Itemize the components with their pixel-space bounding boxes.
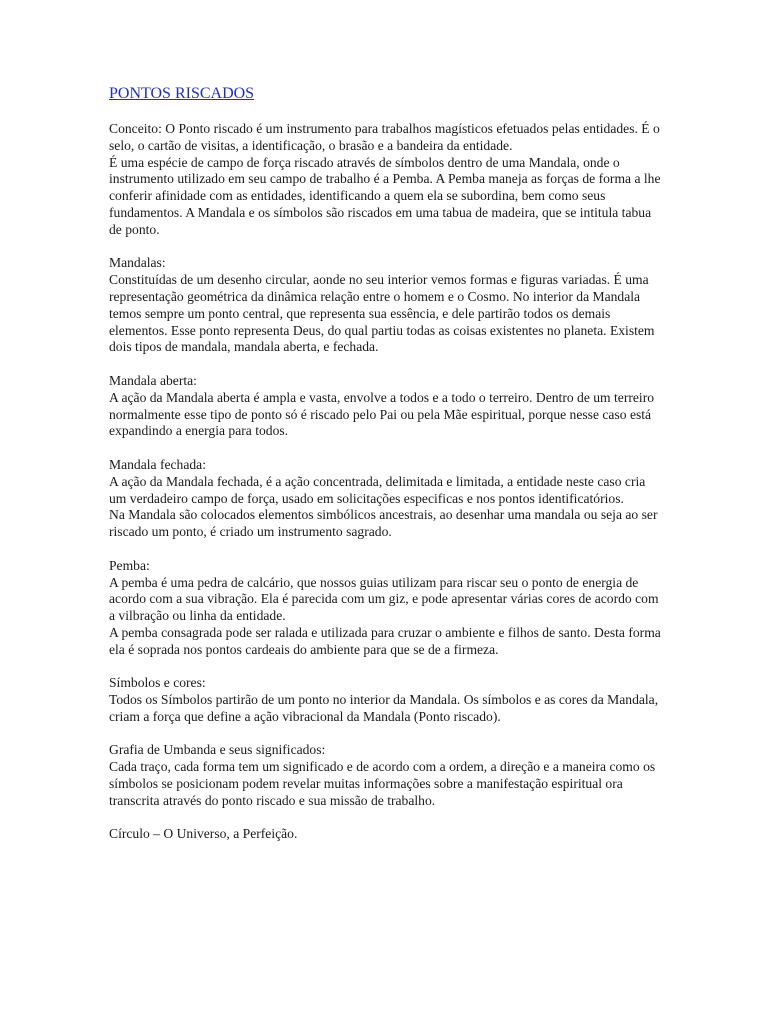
document-section: [109, 675, 665, 725]
section-heading: Grafia de Umbanda e seus significados:: [109, 742, 326, 758]
section-heading: Mandala aberta:: [109, 372, 197, 388]
paragraph: É uma espécie de campo de força riscado através de símbolos dentro de uma Mandala, onde o instrumento utilizado em seu campo de trabalho é a Pemba. A Pemba maneja as forças de forma a lhe conferir afinidade com as entidades, identificando a quem ela se subordina, bem como seus fundamentos. A Mandala e os símbolos são riscados em uma tabua de madeira, que se intitula tabua de ponto.: [109, 154, 661, 237]
document-section: [109, 255, 665, 356]
paragraph: Conceito: O Ponto riscado é um instrumento para trabalhos magísticos efetuados pelas entidades. É o selo, o cartão de visitas, a identificação, o brasão e a bandeira da entidade.: [109, 121, 660, 153]
paragraph: A pemba é uma pedra de calcário, que nossos guias utilizam para riscar seu o ponto de energia de acordo com a sua vibração. Ela é parecida com um giz, e pode apresentar várias cores de acordo com a vilbração ou linha da entidade.: [109, 574, 659, 624]
paragraph: Círculo – O Universo, a Perfeição.: [109, 826, 298, 842]
document-body: [109, 84, 665, 860]
section-heading: Pemba:: [109, 557, 150, 573]
paragraph: A pemba consagrada pode ser ralada e utilizada para cruzar o ambiente e filhos de santo. Desta forma ela é soprada nos pontos cardeais do ambiente para que se de a firmeza.: [109, 624, 661, 657]
document-section: [109, 121, 665, 239]
section-heading: Mandalas:: [109, 255, 166, 271]
section-heading: Mandala fechada:: [109, 456, 206, 472]
document-section: [109, 373, 665, 440]
document-title[interactable]: PONTOS RISCADOS: [109, 85, 255, 102]
document-section: [109, 558, 665, 659]
document-section: [109, 457, 665, 541]
paragraph: A ação da Mandala aberta é ampla e vasta, envolve a todos e a todo o terreiro. Dentro de um terreiro normalmente esse tipo de ponto só é riscado pelo Pai ou pela Mãe espiritual, porque nesse caso está expandindo a energia para todos.: [109, 389, 655, 439]
paragraph: Todos os Símbolos partirão de um ponto no interior da Mandala. Os símbolos e as cores da Mandala, criam a força que define a ação vibracional da Mandala (Ponto riscado).: [109, 692, 659, 724]
paragraph: Constituídas de um desenho circular, aonde no seu interior vemos formas e figuras variadas. É uma representação geométrica da dinâmica relação entre o homem e o Cosmo. No interior da Mandala temos sempre um ponto central, que representa sua essência, e dele partirão todos os demais elementos. Esse ponto representa Deus, do qual partiu todas as coisas existentes no planeta. Existem dois tipos de mandala, mandala aberta, e fechada.: [109, 272, 655, 355]
document-sections: [109, 121, 665, 843]
paragraph: Cada traço, cada forma tem um significado e de acordo com a ordem, a direção e a maneira como os símbolos se posicionam podem revelar muitas informações sobre a manifestação espiritual ora transcrita através do ponto riscado e sua missão de trabalho.: [109, 759, 656, 808]
paragraph: A ação da Mandala fechada, é a ação concentrada, delimitada e limitada, a entidade neste caso cria um verdadeiro campo de força, usado em solicitações especificas e nos pontos identificatórios.: [109, 473, 646, 506]
document-section: [109, 742, 665, 809]
section-heading: Símbolos e cores:: [109, 675, 206, 691]
document-section: [109, 826, 665, 843]
paragraph: Na Mandala são colocados elementos simbólicos ancestrais, ao desenhar uma mandala ou seja ao ser riscado um ponto, é criado um instrumento sagrado.: [109, 507, 658, 540]
